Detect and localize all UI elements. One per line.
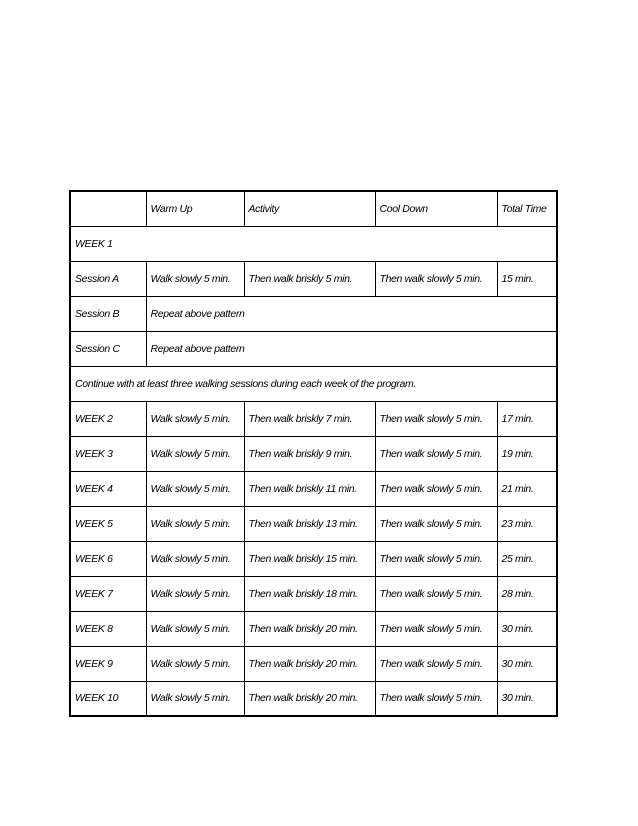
week-label: WEEK 8 [70, 611, 146, 646]
warm-up-cell: Walk slowly 5 min. [146, 506, 244, 541]
week-row [70, 576, 557, 611]
header-cell-blank [70, 191, 146, 226]
week-row [70, 401, 557, 436]
cool-down-cell: Then walk slowly 5 min. [375, 506, 497, 541]
session-a-cool-down: Then walk slowly 5 min. [375, 261, 497, 296]
header-cell-total-time: Total Time [497, 191, 557, 226]
session-b-label: Session B [70, 296, 146, 331]
activity-cell: Then walk briskly 9 min. [244, 436, 375, 471]
week-label: WEEK 2 [70, 401, 146, 436]
week1-row [70, 226, 557, 261]
session-a-total: 15 min. [497, 261, 557, 296]
total-time-cell: 30 min. [497, 681, 557, 716]
total-time-cell: 19 min. [497, 436, 557, 471]
week-label: WEEK 6 [70, 541, 146, 576]
week-label: WEEK 4 [70, 471, 146, 506]
activity-cell: Then walk briskly 15 min. [244, 541, 375, 576]
warm-up-cell: Walk slowly 5 min. [146, 471, 244, 506]
week-row [70, 611, 557, 646]
warm-up-cell: Walk slowly 5 min. [146, 646, 244, 681]
activity-cell: Then walk briskly 11 min. [244, 471, 375, 506]
warm-up-cell: Walk slowly 5 min. [146, 681, 244, 716]
warm-up-cell: Walk slowly 5 min. [146, 436, 244, 471]
cool-down-cell: Then walk slowly 5 min. [375, 401, 497, 436]
warm-up-cell: Walk slowly 5 min. [146, 611, 244, 646]
week-label: WEEK 3 [70, 436, 146, 471]
header-cell-cool-down: Cool Down [375, 191, 497, 226]
week-row [70, 436, 557, 471]
total-time-cell: 21 min. [497, 471, 557, 506]
week-row [70, 541, 557, 576]
activity-cell: Then walk briskly 20 min. [244, 646, 375, 681]
cool-down-cell: Then walk slowly 5 min. [375, 611, 497, 646]
week-label: WEEK 9 [70, 646, 146, 681]
week-label: WEEK 10 [70, 681, 146, 716]
session-a-activity: Then walk briskly 5 min. [244, 261, 375, 296]
note-row [70, 366, 557, 401]
week-row [70, 646, 557, 681]
cool-down-cell: Then walk slowly 5 min. [375, 541, 497, 576]
activity-cell: Then walk briskly 18 min. [244, 576, 375, 611]
session-a-row [70, 261, 557, 296]
header-cell-warm-up: Warm Up [146, 191, 244, 226]
activity-cell: Then walk briskly 20 min. [244, 611, 375, 646]
warm-up-cell: Walk slowly 5 min. [146, 401, 244, 436]
warm-up-cell: Walk slowly 5 min. [146, 541, 244, 576]
total-time-cell: 25 min. [497, 541, 557, 576]
session-a-label: Session A [70, 261, 146, 296]
week1-label: WEEK 1 [70, 226, 557, 261]
header-cell-activity: Activity [244, 191, 375, 226]
total-time-cell: 30 min. [497, 611, 557, 646]
session-b-row [70, 296, 557, 331]
total-time-cell: 17 min. [497, 401, 557, 436]
header-row [70, 191, 557, 226]
week-label: WEEK 7 [70, 576, 146, 611]
walking-program-table [69, 190, 558, 717]
session-c-row [70, 331, 557, 366]
warm-up-cell: Walk slowly 5 min. [146, 576, 244, 611]
week-label: WEEK 5 [70, 506, 146, 541]
session-a-warm-up: Walk slowly 5 min. [146, 261, 244, 296]
total-time-cell: 30 min. [497, 646, 557, 681]
session-b-pattern: Repeat above pattern [146, 296, 557, 331]
cool-down-cell: Then walk slowly 5 min. [375, 681, 497, 716]
week-row [70, 506, 557, 541]
total-time-cell: 28 min. [497, 576, 557, 611]
activity-cell: Then walk briskly 7 min. [244, 401, 375, 436]
week-row [70, 471, 557, 506]
session-c-label: Session C [70, 331, 146, 366]
week-row [70, 681, 557, 716]
activity-cell: Then walk briskly 13 min. [244, 506, 375, 541]
total-time-cell: 23 min. [497, 506, 557, 541]
session-c-pattern: Repeat above pattern [146, 331, 557, 366]
cool-down-cell: Then walk slowly 5 min. [375, 436, 497, 471]
cool-down-cell: Then walk slowly 5 min. [375, 471, 497, 506]
program-note: Continue with at least three walking sessions during each week of the program. [70, 366, 557, 401]
cool-down-cell: Then walk slowly 5 min. [375, 576, 497, 611]
activity-cell: Then walk briskly 20 min. [244, 681, 375, 716]
cool-down-cell: Then walk slowly 5 min. [375, 646, 497, 681]
